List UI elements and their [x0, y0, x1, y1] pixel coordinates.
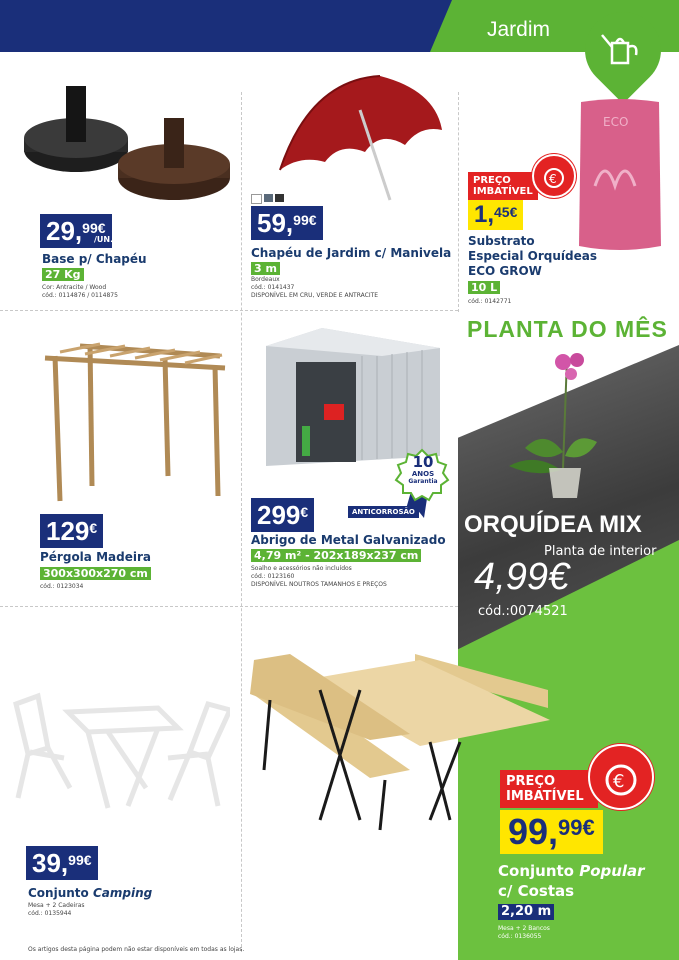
svg-text:€: €: [549, 172, 557, 186]
price-tag: [26, 846, 98, 880]
price-integer: 299: [257, 500, 301, 530]
product-code: cód.: 0123160: [251, 573, 295, 580]
product-code: cód.: 0135944: [28, 910, 72, 917]
price-integer: 29,: [46, 216, 83, 246]
product-weight-tag: 27 Kg: [42, 268, 84, 281]
price-tag: [468, 200, 523, 230]
badge-text: PREÇO IMBATÍVEL: [473, 175, 533, 197]
product-name-emphasis: Camping: [92, 886, 153, 900]
watering-can-icon: [598, 25, 648, 75]
product-code: cód.: 0141437: [251, 284, 295, 291]
row-divider: [0, 606, 458, 607]
product-name-emphasis: Popular: [579, 862, 645, 880]
plant-subtitle: Planta de interior: [544, 544, 657, 559]
swatch-cru: [251, 194, 262, 204]
camping-set-image: [8, 688, 230, 816]
price-decimal: 45€: [494, 204, 518, 220]
price-tag: [251, 206, 323, 240]
product-name: Base p/ Chapéu: [42, 252, 147, 266]
euro-coin-icon: [532, 154, 576, 198]
price-badge-label: [500, 770, 598, 808]
product-name-line: Especial Orquídeas: [468, 249, 598, 263]
product-volume-tag: 10 L: [468, 281, 500, 294]
product-details: [251, 565, 387, 589]
price-integer: 1,: [474, 201, 495, 228]
badge-line: IMBATÍVEL: [506, 789, 584, 804]
substrate-bag-image: [575, 96, 665, 256]
product-name: [28, 886, 152, 901]
product-color: Cor: Antracite / Wood: [42, 284, 107, 291]
product-code: cód.: 0114876 / 0114875: [42, 292, 118, 299]
product-name: Pérgola Madeira: [40, 550, 151, 564]
footer-disclaimer: Os artigos desta página podem não estar disponíveis em todas as lojas.: [28, 946, 245, 953]
product-availability: DISPONÍVEL EM CRU, VERDE E ANTRACITE: [251, 292, 379, 299]
product-name: Abrigo de Metal Galvanizado: [251, 533, 446, 547]
column-divider: [241, 92, 242, 952]
swatch-verde: [264, 194, 273, 202]
beer-table-set-image: [250, 650, 550, 836]
orchid-image: [505, 348, 605, 506]
price-decimal: €: [300, 504, 309, 520]
product-contents: Mesa + 2 Cadeiras: [28, 902, 85, 909]
plant-name: ORQUÍDEA MIX: [464, 511, 642, 538]
product-details: [28, 902, 85, 918]
price-integer: 99,: [508, 811, 559, 852]
plant-code: cód.:0074521: [478, 604, 568, 619]
product-size-tag: 300x300x270 cm: [40, 567, 151, 580]
price-decimal: €: [89, 520, 98, 536]
product-name: Chapéu de Jardim c/ Manivela: [251, 246, 452, 260]
price-decimal: 99€: [82, 220, 106, 236]
product-code: cód.: 0136055: [498, 933, 542, 940]
row-divider: [0, 310, 458, 311]
product-name-line: Substrato: [468, 234, 535, 248]
product-availability: DISPONÍVEL NOUTROS TAMANHOS E PREÇOS: [251, 581, 387, 588]
umbrella-base-image: [14, 78, 230, 208]
price-unit: /UN.: [94, 235, 114, 244]
euro-coin-icon: [588, 744, 654, 810]
product-details: [42, 284, 118, 300]
price-decimal: 99€: [293, 212, 317, 228]
product-size-tag: 3 m: [251, 262, 280, 275]
product-name: [498, 861, 645, 901]
price-integer: 59,: [257, 208, 294, 238]
warranty-unit: ANOS: [411, 470, 435, 478]
product-color: Bordeaux: [251, 276, 280, 283]
warranty-years: 10: [412, 453, 434, 471]
product-size-tag: 4,79 m² - 202x189x237 cm: [251, 549, 421, 562]
price-tag: [40, 514, 103, 548]
product-details: [251, 276, 378, 300]
pergola-image: [40, 336, 230, 506]
product-name-prefix: Conjunto: [498, 862, 580, 880]
product-contents: Mesa + 2 Bancos: [498, 925, 550, 932]
product-name-line: c/ Costas: [498, 882, 575, 900]
warranty-seal-text: [408, 455, 438, 485]
product-code: cód.: 0142771: [468, 298, 512, 305]
section-title: Jardim: [487, 18, 551, 41]
swatch-antracite: [275, 194, 284, 202]
badge-line: PREÇO: [506, 774, 556, 789]
product-name: [468, 234, 597, 279]
garden-umbrella-image: [270, 70, 445, 205]
product-code: cód.: 0123034: [40, 583, 84, 590]
plant-price: 4,99€: [474, 556, 570, 598]
product-note: Soalho e acessórios não incluídos: [251, 565, 352, 572]
price-badge-label: [468, 172, 538, 200]
color-swatches: [251, 194, 284, 204]
product-size-tag: 2,20 m: [498, 904, 554, 920]
price-tag: [500, 810, 603, 854]
price-integer: 129: [46, 516, 90, 546]
anticorrosion-badge: ANTICORROSÃO: [348, 506, 419, 518]
warranty-label: Garantia: [408, 478, 438, 485]
price-decimal: 99€: [558, 815, 595, 840]
price-integer: 39,: [32, 848, 69, 878]
product-name-line: ECO GROW: [468, 264, 542, 278]
price-decimal: 99€: [68, 852, 92, 868]
product-details: [498, 925, 550, 941]
price-tag: [251, 498, 314, 532]
svg-text:ECO: ECO: [603, 115, 629, 129]
product-name-prefix: Conjunto: [28, 886, 93, 900]
column-divider: [458, 92, 459, 312]
svg-text:€: €: [613, 771, 625, 792]
plant-of-month-title: PLANTA DO MÊS: [467, 316, 668, 342]
